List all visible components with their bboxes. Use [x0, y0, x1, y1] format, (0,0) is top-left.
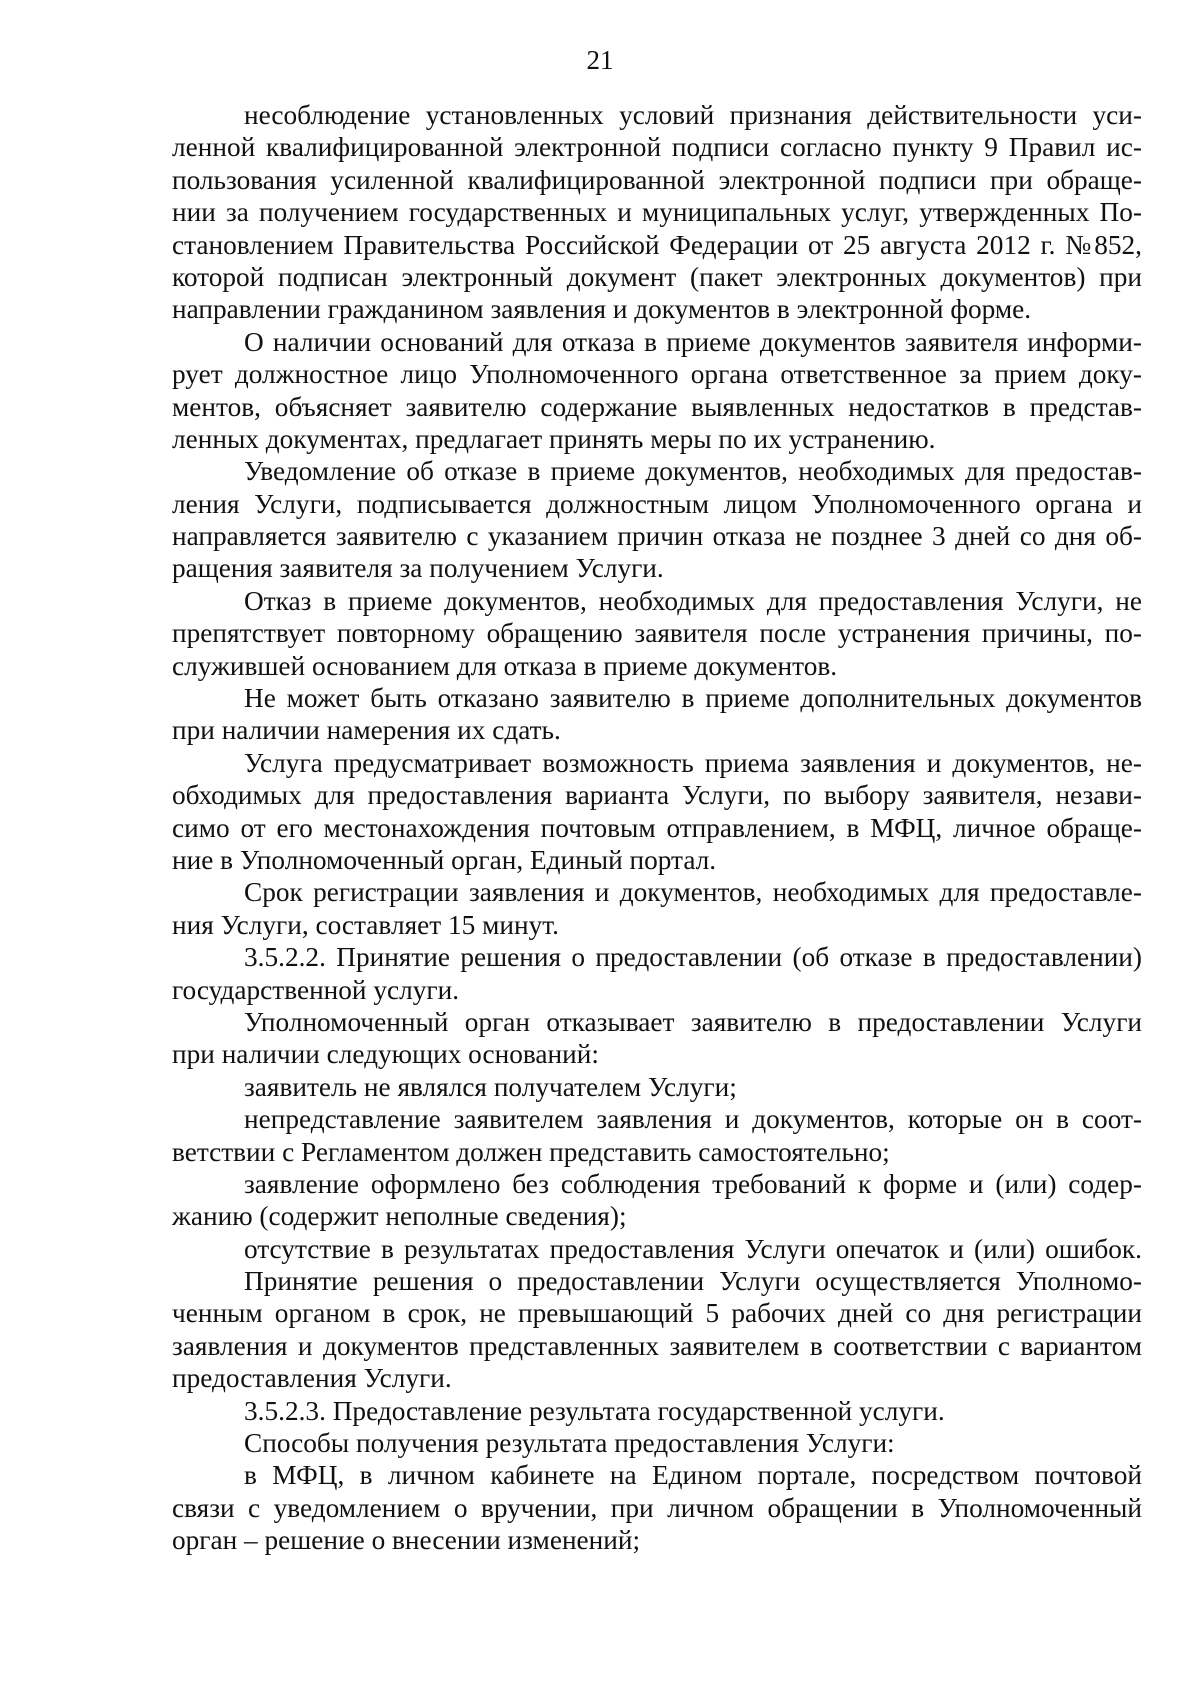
text-line: Услуга предусматривает возможность приема заявления и документов, не- [244, 747, 1142, 778]
text-line: 3.5.2.2. Принятие решения о предоставлении (об отказе в предоставлении) [244, 942, 1142, 973]
text-line: в МФЦ, в личном кабинете на Едином портале, посредством почтовой [244, 1460, 1142, 1491]
text-line: Отказ в приеме документов, необходимых для предоставления Услуги, не [244, 585, 1142, 616]
text-line: несоблюдение установленных условий признания действительности уси- [244, 100, 1142, 130]
text-line: симо от его местонахождения почтовым отправлением, в МФЦ, личное обраще- [172, 812, 1142, 843]
text-line: ленных документах, предлагает принять меры по их устранению. [172, 423, 936, 454]
text-line: заявление оформлено без соблюдения требований к форме и (или) содер- [244, 1168, 1142, 1199]
text-line: предоставления Услуги. [172, 1363, 452, 1394]
text-line: Не может быть отказано заявителю в приеме дополнительных документов [244, 683, 1142, 714]
text-line: Срок регистрации заявления и документов, необходимых для предоставле- [244, 877, 1142, 908]
text-line: пользования усиленной квалифицированной электронной подписи при обраще- [172, 164, 1142, 195]
text-line: Уведомление об отказе в приеме документов, необходимых для предостав- [244, 456, 1142, 487]
text-line: Принятие решения о предоставлении Услуги осуществляется Уполномо- [244, 1266, 1142, 1297]
text-line: отсутствие в результатах предоставления Услуги опечаток и (или) ошибок. [244, 1233, 1142, 1264]
text-line: направляется заявителю с указанием причин отказа не позднее 3 дней со дня об- [172, 521, 1142, 552]
text-line: рует должностное лицо Уполномоченного органа ответственное за прием доку- [172, 359, 1142, 390]
text-line: нии за получением государственных и муниципальных услуг, утвержденных По- [172, 197, 1142, 228]
text-line: при наличии намерения их сдать. [172, 715, 561, 746]
text-line: которой подписан электронный документ (пакет электронных документов) при [172, 261, 1142, 292]
text-line: заявитель не являлся получателем Услуги; [244, 1071, 737, 1102]
text-line: препятствует повторному обращению заявителя после устранения причины, по- [172, 618, 1142, 649]
text-line: ментов, объясняет заявителю содержание выявленных недостатков в представ- [172, 391, 1142, 422]
text-line: ветствии с Регламентом должен представить самостоятельно; [172, 1136, 890, 1167]
text-line: 3.5.2.3. Предоставление результата государственной услуги. [244, 1395, 945, 1426]
document-body [172, 99, 1142, 1557]
text-line: ращения заявителя за получением Услуги. [172, 553, 664, 584]
text-line: ния Услуги, составляет 15 минут. [172, 909, 559, 940]
text-line: О наличии оснований для отказа в приеме документов заявителя информи- [244, 326, 1142, 357]
page-number: 21 [586, 45, 614, 75]
text-line: ченным органом в срок, не превышающий 5 рабочих дней со дня регистрации [172, 1298, 1142, 1329]
text-line: служившей основанием для отказа в приеме документов. [172, 650, 838, 681]
text-line: государственной услуги. [172, 974, 460, 1005]
text-line: при наличии следующих оснований: [172, 1039, 599, 1070]
text-line: обходимых для предоставления варианта Услуги, по выбору заявителя, незави- [172, 780, 1142, 811]
text-line: Способы получения результата предоставления Услуги: [244, 1428, 895, 1459]
text-line: жанию (содержит неполные сведения); [172, 1201, 627, 1232]
text-line: Уполномоченный орган отказывает заявителю в предоставлении Услуги [244, 1006, 1142, 1037]
text-line: ленной квалифицированной электронной подписи согласно пункту 9 Правил ис- [172, 132, 1142, 163]
text-line: связи с уведомлением о вручении, при личном обращении в Уполномоченный [172, 1492, 1142, 1523]
text-line: заявления и документов представленных заявителем в соответствии с вариантом [172, 1330, 1142, 1361]
text-line: направлении гражданином заявления и документов в электронной форме. [172, 294, 1032, 325]
text-line: непредставление заявителем заявления и документов, которые он в соот- [244, 1104, 1142, 1135]
text-line: орган – решение о внесении изменений; [172, 1525, 641, 1556]
text-line: ние в Уполномоченный орган, Единый портал. [172, 844, 717, 875]
text-line: становлением Правительства Российской Федерации от 25 августа 2012 г. №852, [172, 229, 1142, 260]
text-line: ления Услуги, подписывается должностным лицом Уполномоченного органа и [172, 488, 1142, 519]
